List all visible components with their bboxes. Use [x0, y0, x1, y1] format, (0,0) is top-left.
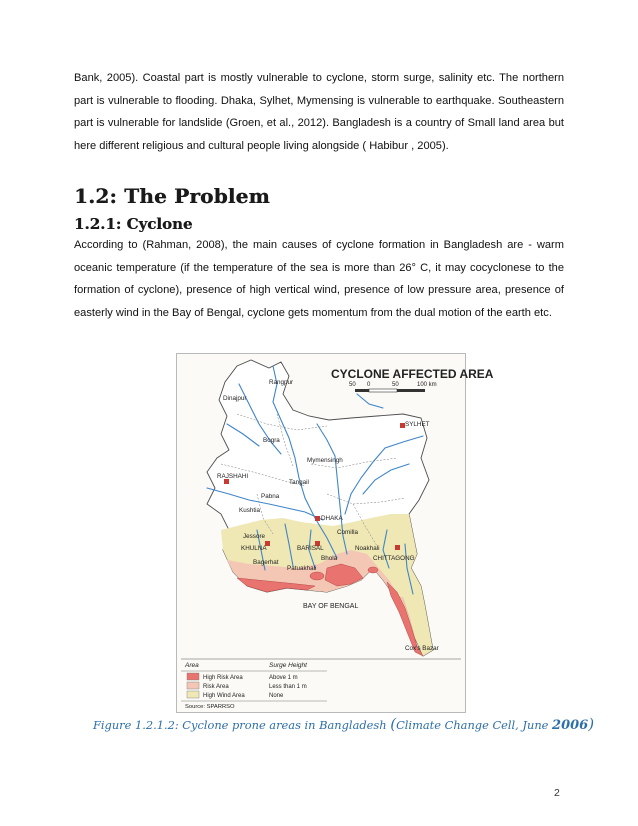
place-label-comilla: Comilla — [337, 529, 358, 536]
scale-bar — [349, 382, 437, 392]
place-label-noakhali: Noakhali — [355, 545, 380, 552]
place-label-dhaka: DHAKA — [321, 515, 343, 522]
place-label-patuakhali: Patuakhali — [287, 565, 317, 572]
caption-year: 2006 — [552, 718, 589, 733]
place-label-coxs-bazar: Cox's Bazar — [405, 645, 439, 652]
place-label-pabna: Pabna — [261, 493, 280, 500]
map-legend — [181, 659, 461, 710]
legend-area-header: Area — [185, 662, 199, 669]
place-label-bogra: Bogra — [263, 437, 280, 444]
legend-area-label: High Wind Area — [203, 693, 245, 699]
place-label-sylhet: SYLHET — [405, 421, 430, 428]
legend-swatch-high-wind — [187, 691, 199, 698]
place-label-kushtia: Kushtia — [239, 507, 261, 514]
place-label-bay: BAY OF BENGAL — [303, 603, 359, 610]
caption-paren: ( — [390, 715, 397, 733]
place-label-jessore: Jessore — [243, 533, 266, 540]
place-label-bhola: Bhola — [321, 555, 338, 562]
legend-surge-label: Less than 1 m — [269, 684, 307, 690]
figure-caption — [93, 715, 594, 733]
caption-close: ) — [588, 715, 595, 733]
subsection-heading-cyclone: 1.2.1: Cyclone — [74, 215, 193, 233]
scale-label: 100 km — [417, 382, 437, 388]
place-label-rangpur: Rangpur — [269, 379, 294, 386]
high-risk-island — [368, 567, 378, 573]
caption-main: Figure 1.2.1.2: Cyclone prone areas in Bangladesh — [93, 718, 387, 732]
legend-source: Source: SPARRSO — [185, 704, 235, 710]
place-label-mymensingh: Mymensingh — [307, 457, 343, 464]
map-title: CYCLONE AFFECTED AREA — [331, 367, 494, 381]
intro-paragraph: Bank, 2005). Coastal part is mostly vulnerable to cyclone, storm surge, salinity etc. The northern part is vulnerable to flooding. Dhaka, Sylhet, Mymensing is vulnerable to earthquake. Southeastern part is vulnerable for landslide (Groen, et al., 2012). Bangladesh is a country of Small land area but here different religious and cultural people living alongside ( Habibur , 2005). — [74, 72, 564, 152]
legend-swatch-high-risk — [187, 673, 199, 680]
high-risk-island — [310, 572, 324, 580]
caption-source: Climate Change Cell, June — [396, 718, 553, 732]
legend-area-label: High Risk Area — [203, 675, 243, 681]
place-label-bagerhat: Bagerhat — [253, 559, 279, 566]
bangladesh-map — [177, 354, 494, 712]
scale-label: 0 — [367, 382, 371, 388]
cyclone-causes-paragraph: According to (Rahman, 2008), the main causes of cyclone formation in Bangladesh are - warm oceanic temperature (if the temperature of the sea is more than 26° C, it may cocyclonese to the formation of cyclone), presence of high vertical wind, presence of low pressure area, presence of easterly wind in the Bay of Bengal, cyclone gets momentum from the dual motion of the earth etc. — [74, 239, 564, 319]
place-label-barisal: BARISAL — [297, 545, 324, 552]
legend-surge-label: Above 1 m — [269, 675, 298, 681]
scale-label: 50 — [349, 382, 356, 388]
scale-label: 50 — [392, 382, 399, 388]
legend-surge-header: Surge Height — [269, 662, 307, 669]
cyclone-map-figure — [176, 353, 494, 713]
legend-area-label: Risk Area — [203, 684, 229, 690]
place-label-tangail: Tangail — [289, 479, 309, 486]
legend-surge-label: None — [269, 693, 284, 699]
legend-swatch-risk — [187, 682, 199, 689]
section-heading-problem: 1.2: The Problem — [74, 184, 270, 208]
page-number: 2 — [554, 787, 560, 799]
place-label-dinajpur: Dinajpur — [223, 395, 247, 402]
place-label-rajshahi: RAJSHAHI — [217, 473, 249, 480]
place-label-khulna: KHULNA — [241, 545, 267, 552]
place-label-chittagong: CHITTAGONG — [373, 555, 415, 562]
